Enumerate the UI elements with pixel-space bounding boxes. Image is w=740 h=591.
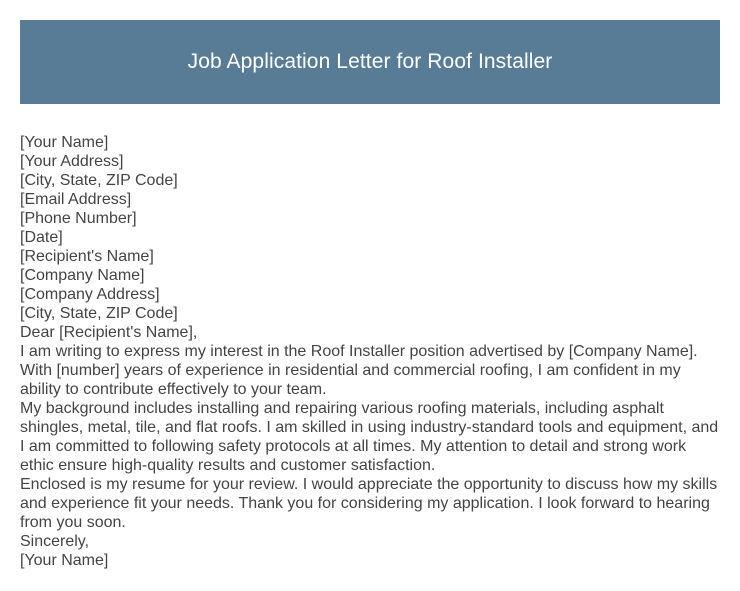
letter-date: [Date] (20, 229, 63, 246)
sender-phone: [Phone Number] (20, 210, 137, 227)
signature-name: [Your Name] (20, 552, 109, 569)
company-address: [Company Address] (20, 286, 160, 303)
paragraph-closing: Enclosed is my resume for your review. I would appreciate the opportunity to discuss how my skills and experience fit your needs. Thank you for considering my application. I look forward to hearing from you soon. (20, 476, 718, 531)
header-banner (20, 20, 720, 104)
sender-address: [Your Address] (20, 153, 124, 170)
page-title: Job Application Letter for Roof Installer (187, 50, 553, 73)
paragraph-background: My background includes installing and repairing various roofing materials, including asphalt shingles, metal, tile, and flat roofs. I am skilled in using industry-standard tools and equipment, and I am committed to following safety protocols at all times. My attention to detail and strong work ethic ensure high-quality results and customer satisfaction. (20, 400, 719, 474)
company-name: [Company Name] (20, 267, 145, 284)
closing: Sincerely, (20, 533, 90, 550)
letter-body (20, 133, 724, 570)
sender-city-state-zip: [City, State, ZIP Code] (20, 172, 178, 189)
sender-email: [Email Address] (20, 191, 132, 208)
paragraph-intro: I am writing to express my interest in the Roof Installer position advertised by [Company Name]. With [number] years of experience in residential and commercial roofing, I am confident in my ability to contribute effectively to your team. (20, 343, 698, 398)
salutation: Dear [Recipient's Name], (20, 324, 198, 341)
sender-name: [Your Name] (20, 134, 109, 151)
recipient-name: [Recipient's Name] (20, 248, 154, 265)
recipient-city-state-zip: [City, State, ZIP Code] (20, 305, 178, 322)
